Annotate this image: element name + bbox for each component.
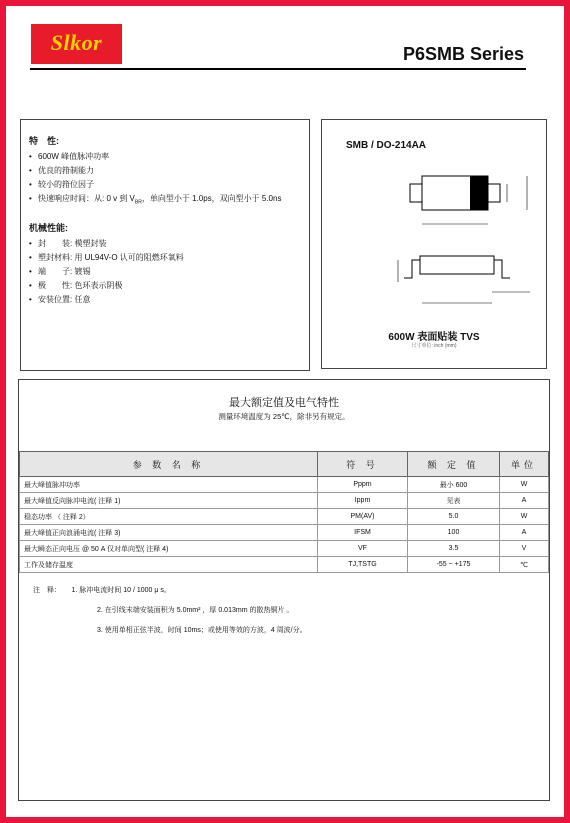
column-header: 参 数 名 称 (20, 452, 318, 477)
feature-item: • 600W 峰值脉冲功率 (29, 151, 301, 162)
feature-item: • 快速响应时间：从: 0 v 到 $V_{BR}$，单向型小于 1.0ps，双向型小于 5.0ns (29, 193, 301, 209)
table-row: 最大峰值正向浪涌电流( 注释 3) IFSM 100 A (20, 525, 549, 541)
table-row: 最大峰值脉冲功率 Pppm 最小 600 W (20, 477, 549, 493)
mech-item: • 塑封材料: 用 UL94V-O 认可的阻燃环氧料 (29, 252, 301, 263)
unit-note: 尺寸单位: inch (mm) (411, 343, 457, 349)
note-item: 1. 脉冲电流时间 10 / 1000 μ s。 (71, 587, 171, 594)
ratings-condition: 测量环境温度为 25℃，除非另有规定。 (218, 412, 350, 421)
header-rule (30, 68, 526, 70)
notes-label: 注 释： (33, 587, 58, 594)
ratings-table (19, 451, 549, 573)
table-row: 最大峰值反向脉冲电流( 注释 1) Ippm 见表 A (20, 493, 549, 509)
mech-heading: 机械性能: (29, 222, 68, 233)
brand-logo: Slkor (31, 24, 122, 64)
features-box (20, 119, 310, 371)
note-item: 3. 使用单相正弦半波，时间 10ms；或使用等效的方波，4 周波/分。 (97, 627, 307, 634)
series-title: P6SMB Series (402, 44, 524, 64)
mech-item: • 端 子: 镀锡 (29, 266, 301, 277)
package-title: SMB / DO-214AA (346, 140, 427, 151)
feature-item: • 较小的箝位因子 (29, 179, 301, 190)
mech-item: • 安装位置: 任意 (29, 294, 301, 305)
features-heading: 特 性: (29, 136, 59, 146)
package-box (321, 119, 547, 369)
ratings-title: 最大额定值及电气特性 (229, 397, 339, 409)
notes (33, 581, 307, 641)
feature-item: • 优良的箝制能力 (29, 165, 301, 176)
table-row: 稳态功率 （ 注释 2） PM(AV) 5.0 W (20, 509, 549, 525)
table-row: 最大瞬态正向电压 @ 50 A 仅对单向型( 注释 4) VF 3.5 V (20, 541, 549, 557)
column-header: 符 号 (318, 452, 408, 477)
ratings-box (18, 379, 550, 801)
column-header: 额 定 值 (408, 452, 500, 477)
package-drawing (322, 120, 546, 320)
note-item: 2. 在引线末端安装面积为 5.0mm² ，厚 0.013mm 的散热铜片 。 (97, 607, 294, 614)
mech-item: • 封 装: 模塑封装 (29, 238, 301, 249)
column-header: 单位 (500, 452, 549, 477)
table-row: 工作及储存温度 TJ,TSTG -55 ~ +175 ℃ (20, 557, 549, 573)
mech-item: • 极 性: 色环表示阴极 (29, 280, 301, 291)
package-caption: 600W 表面贴装 TVS (388, 332, 480, 343)
